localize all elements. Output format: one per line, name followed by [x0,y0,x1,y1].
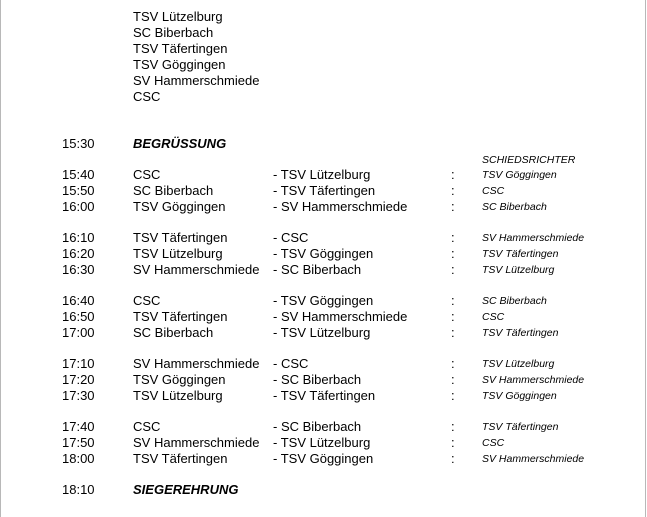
home-team: CSC [133,167,161,182]
team-list-item: TSV Täfertingen [133,41,228,56]
match-row [0,293,647,309]
away-team: - TSV Göggingen [273,451,374,466]
away-team: - CSC [273,230,309,245]
away-team: - SC Biberbach [273,372,362,387]
referee: TSV Lützelburg [482,358,555,370]
home-team: CSC [133,419,161,434]
home-team: SV Hammerschmiede [133,262,260,277]
team-list-item: TSV Lützelburg [133,9,223,24]
referee: SV Hammerschmiede [482,374,585,386]
referee: SV Hammerschmiede [482,232,585,244]
match-row [0,388,647,404]
separator: : [451,246,455,261]
separator: : [451,388,455,403]
separator: : [451,230,455,245]
team-list-item: SV Hammerschmiede [133,73,260,88]
home-team: CSC [133,293,161,308]
away-team: - TSV Göggingen [273,246,374,261]
match-time: 17:20 [62,372,95,387]
referee-column-header: SCHIEDSRICHTER [482,154,576,166]
match-time: 17:30 [62,388,95,403]
referee: CSC [482,437,505,449]
separator: : [451,435,455,450]
match-row [0,419,647,435]
home-team: SV Hammerschmiede [133,435,260,450]
match-row [0,356,647,372]
separator: : [451,356,455,371]
away-team: - SC Biberbach [273,262,362,277]
referee: SC Biberbach [482,295,547,307]
match-time: 16:00 [62,199,95,214]
match-row [0,183,647,199]
home-team: TSV Täfertingen [133,451,228,466]
match-time: 16:50 [62,309,95,324]
away-team: - TSV Lützelburg [273,167,371,182]
away-team: - TSV Lützelburg [273,325,371,340]
match-row [0,230,647,246]
event-label: SIEGEREHRUNG [133,482,239,497]
match-time: 17:10 [62,356,95,371]
referee: TSV Göggingen [482,390,557,402]
match-row [0,199,647,215]
home-team: TSV Göggingen [133,199,226,214]
match-row [0,325,647,341]
team-list-item: TSV Göggingen [133,57,226,72]
home-team: TSV Täfertingen [133,309,228,324]
match-row [0,262,647,278]
event-time: 15:30 [62,136,95,151]
referee: CSC [482,311,505,323]
referee: TSV Täfertingen [482,248,559,260]
separator: : [451,293,455,308]
ceremony-row [0,482,647,498]
referee: CSC [482,185,505,197]
separator: : [451,419,455,434]
match-time: 16:40 [62,293,95,308]
match-row [0,309,647,325]
match-time: 17:50 [62,435,95,450]
away-team: - TSV Göggingen [273,293,374,308]
away-team: - TSV Lützelburg [273,435,371,450]
match-row [0,167,647,183]
match-time: 17:00 [62,325,95,340]
away-team: - SC Biberbach [273,419,362,434]
separator: : [451,325,455,340]
away-team: - SV Hammerschmiede [273,199,408,214]
separator: : [451,451,455,466]
separator: : [451,262,455,277]
home-team: TSV Göggingen [133,372,226,387]
welcome-row [0,136,647,152]
home-team: SC Biberbach [133,325,214,340]
separator: : [451,167,455,182]
home-team: TSV Lützelburg [133,388,223,403]
referee: SC Biberbach [482,201,547,213]
match-time: 16:30 [62,262,95,277]
event-label: BEGRÜSSUNG [133,136,227,151]
separator: : [451,199,455,214]
match-time: 16:20 [62,246,95,261]
separator: : [451,183,455,198]
match-row [0,246,647,262]
match-time: 15:40 [62,167,95,182]
match-time: 15:50 [62,183,95,198]
home-team: TSV Täfertingen [133,230,228,245]
referee: TSV Lützelburg [482,264,555,276]
referee: SV Hammerschmiede [482,453,585,465]
home-team: SC Biberbach [133,183,214,198]
match-time: 16:10 [62,230,95,245]
team-list-item: CSC [133,89,161,104]
referee: TSV Göggingen [482,169,557,181]
match-time: 17:40 [62,419,95,434]
home-team: TSV Lützelburg [133,246,223,261]
match-row [0,435,647,451]
referee: TSV Täfertingen [482,421,559,433]
away-team: - TSV Täfertingen [273,388,376,403]
away-team: - TSV Täfertingen [273,183,376,198]
referee: TSV Täfertingen [482,327,559,339]
away-team: - SV Hammerschmiede [273,309,408,324]
separator: : [451,309,455,324]
team-list-item: SC Biberbach [133,25,214,40]
match-row [0,451,647,467]
match-time: 18:00 [62,451,95,466]
separator: : [451,372,455,387]
away-team: - CSC [273,356,309,371]
event-time: 18:10 [62,482,95,497]
match-row [0,372,647,388]
home-team: SV Hammerschmiede [133,356,260,371]
